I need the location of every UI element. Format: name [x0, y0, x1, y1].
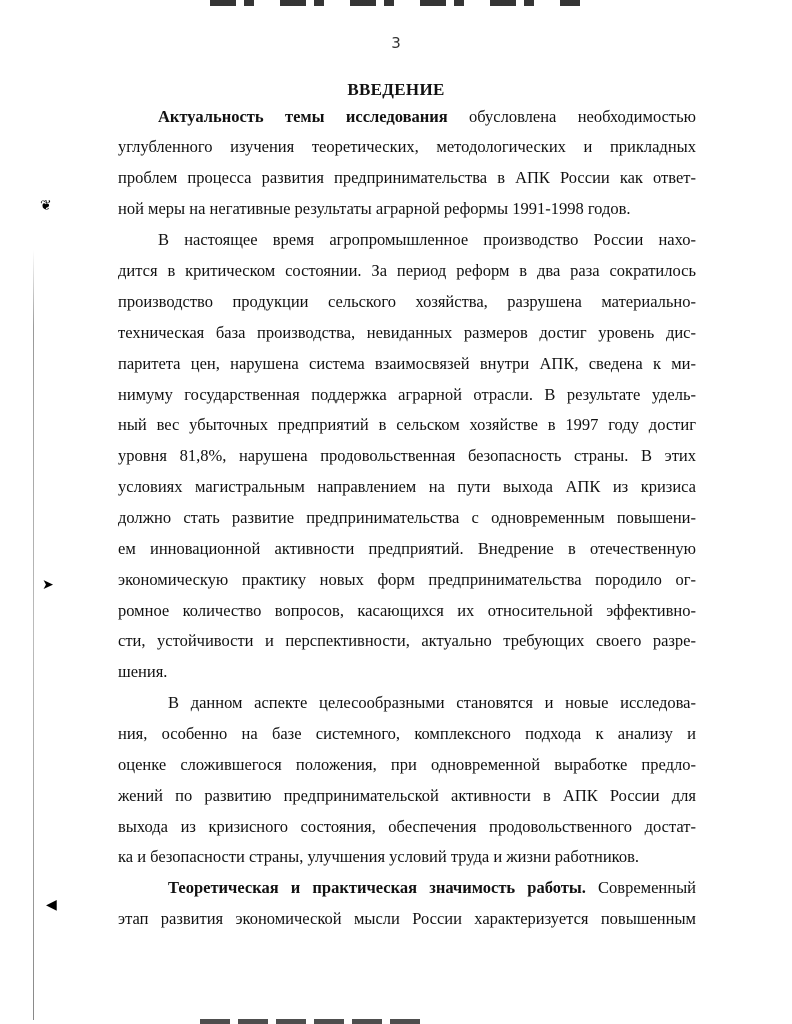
paragraph-line: должно стать развитие предпринимательства с одновременным повышени- [118, 508, 696, 527]
binding-mark-icon: ❦ [40, 198, 52, 214]
paragraph-line: ния, особенно на базе системного, комплексного подхода к анализу и [118, 724, 696, 743]
paragraph-line: выхода из кризисного состояния, обеспечения продовольственного достат- [118, 817, 696, 836]
paragraph-line: сти, устойчивости и перспективности, актуально требующих своего разре- [118, 631, 696, 650]
paragraph-line: проблем процесса развития предпринимательства в АПК России как ответ- [118, 168, 696, 187]
scan-artifact-top [210, 0, 580, 6]
paragraph-line: углубленного изучения теоретических, методологических и прикладных [118, 137, 696, 156]
paragraph-line: условиях магистральным направлением на пути выхода АПК из кризиса [118, 477, 696, 496]
binding-mark-icon: ➤ [42, 577, 54, 593]
page-number: 3 [391, 34, 401, 52]
paragraph-line: производство продукции сельского хозяйства, разрушена материально- [118, 292, 696, 311]
paragraph-line: техническая база производства, невиданных размеров достиг уровень дис- [118, 323, 696, 342]
paragraph-line: Теоретическая и практическая значимость работы. Современный [168, 878, 696, 897]
paragraph-line: дится в критическом состоянии. За период реформ в два раза сократилось [118, 261, 696, 280]
scan-artifact-bottom [200, 1019, 420, 1024]
paragraph-line: ем инновационной активности предприятий. Внедрение в отечественную [118, 539, 696, 558]
binding-mark-icon: ◀ [46, 897, 57, 913]
paragraph-line: оценке сложившегося положения, при одновременной выработке предло- [118, 755, 696, 774]
paragraph-line: жений по развитию предпринимательской активности в АПК России для [118, 786, 696, 805]
paragraph-line: шения. [118, 662, 168, 681]
paragraph-line: В данном аспекте целесообразными становятся и новые исследова- [168, 693, 696, 712]
paragraph-line: ной меры на негативные результаты аграрной реформы 1991-1998 годов. [118, 199, 631, 218]
scan-artifact-left-edge [33, 250, 34, 1020]
paragraph-line: Актуальность темы исследования обусловлена необходимостью [158, 107, 696, 126]
paragraph-line: паритета цен, нарушена система взаимосвязей внутри АПК, сведена к ми- [118, 354, 696, 373]
paragraph-line: ка и безопасности страны, улучшения условий труда и жизни работников. [118, 847, 640, 866]
paragraph-lead: Теоретическая и практическая значимость работы. [168, 878, 586, 897]
paragraph-line: уровня 81,8%, нарушена продовольственная безопасность страны. В этих [118, 446, 696, 465]
paragraph-line: экономическую практику новых форм предпринимательства породило ог- [118, 570, 696, 589]
paragraph-line: этап развития экономической мысли России характеризуется повышенным [118, 909, 696, 928]
section-heading: ВВЕДЕНИЕ [347, 80, 445, 99]
paragraph-line: ный вес убыточных предприятий в сельском хозяйстве в 1997 году достиг [118, 415, 696, 434]
paragraph-line: ромное количество вопросов, касающихся их относительной эффективно- [118, 601, 696, 620]
paragraph-line: нимуму государственная поддержка аграрной отрасли. В результате удель- [118, 385, 696, 404]
paragraph-lead: Актуальность темы исследования [158, 107, 448, 126]
paragraph-line: В настоящее время агропромышленное производство России нахо- [158, 230, 696, 249]
